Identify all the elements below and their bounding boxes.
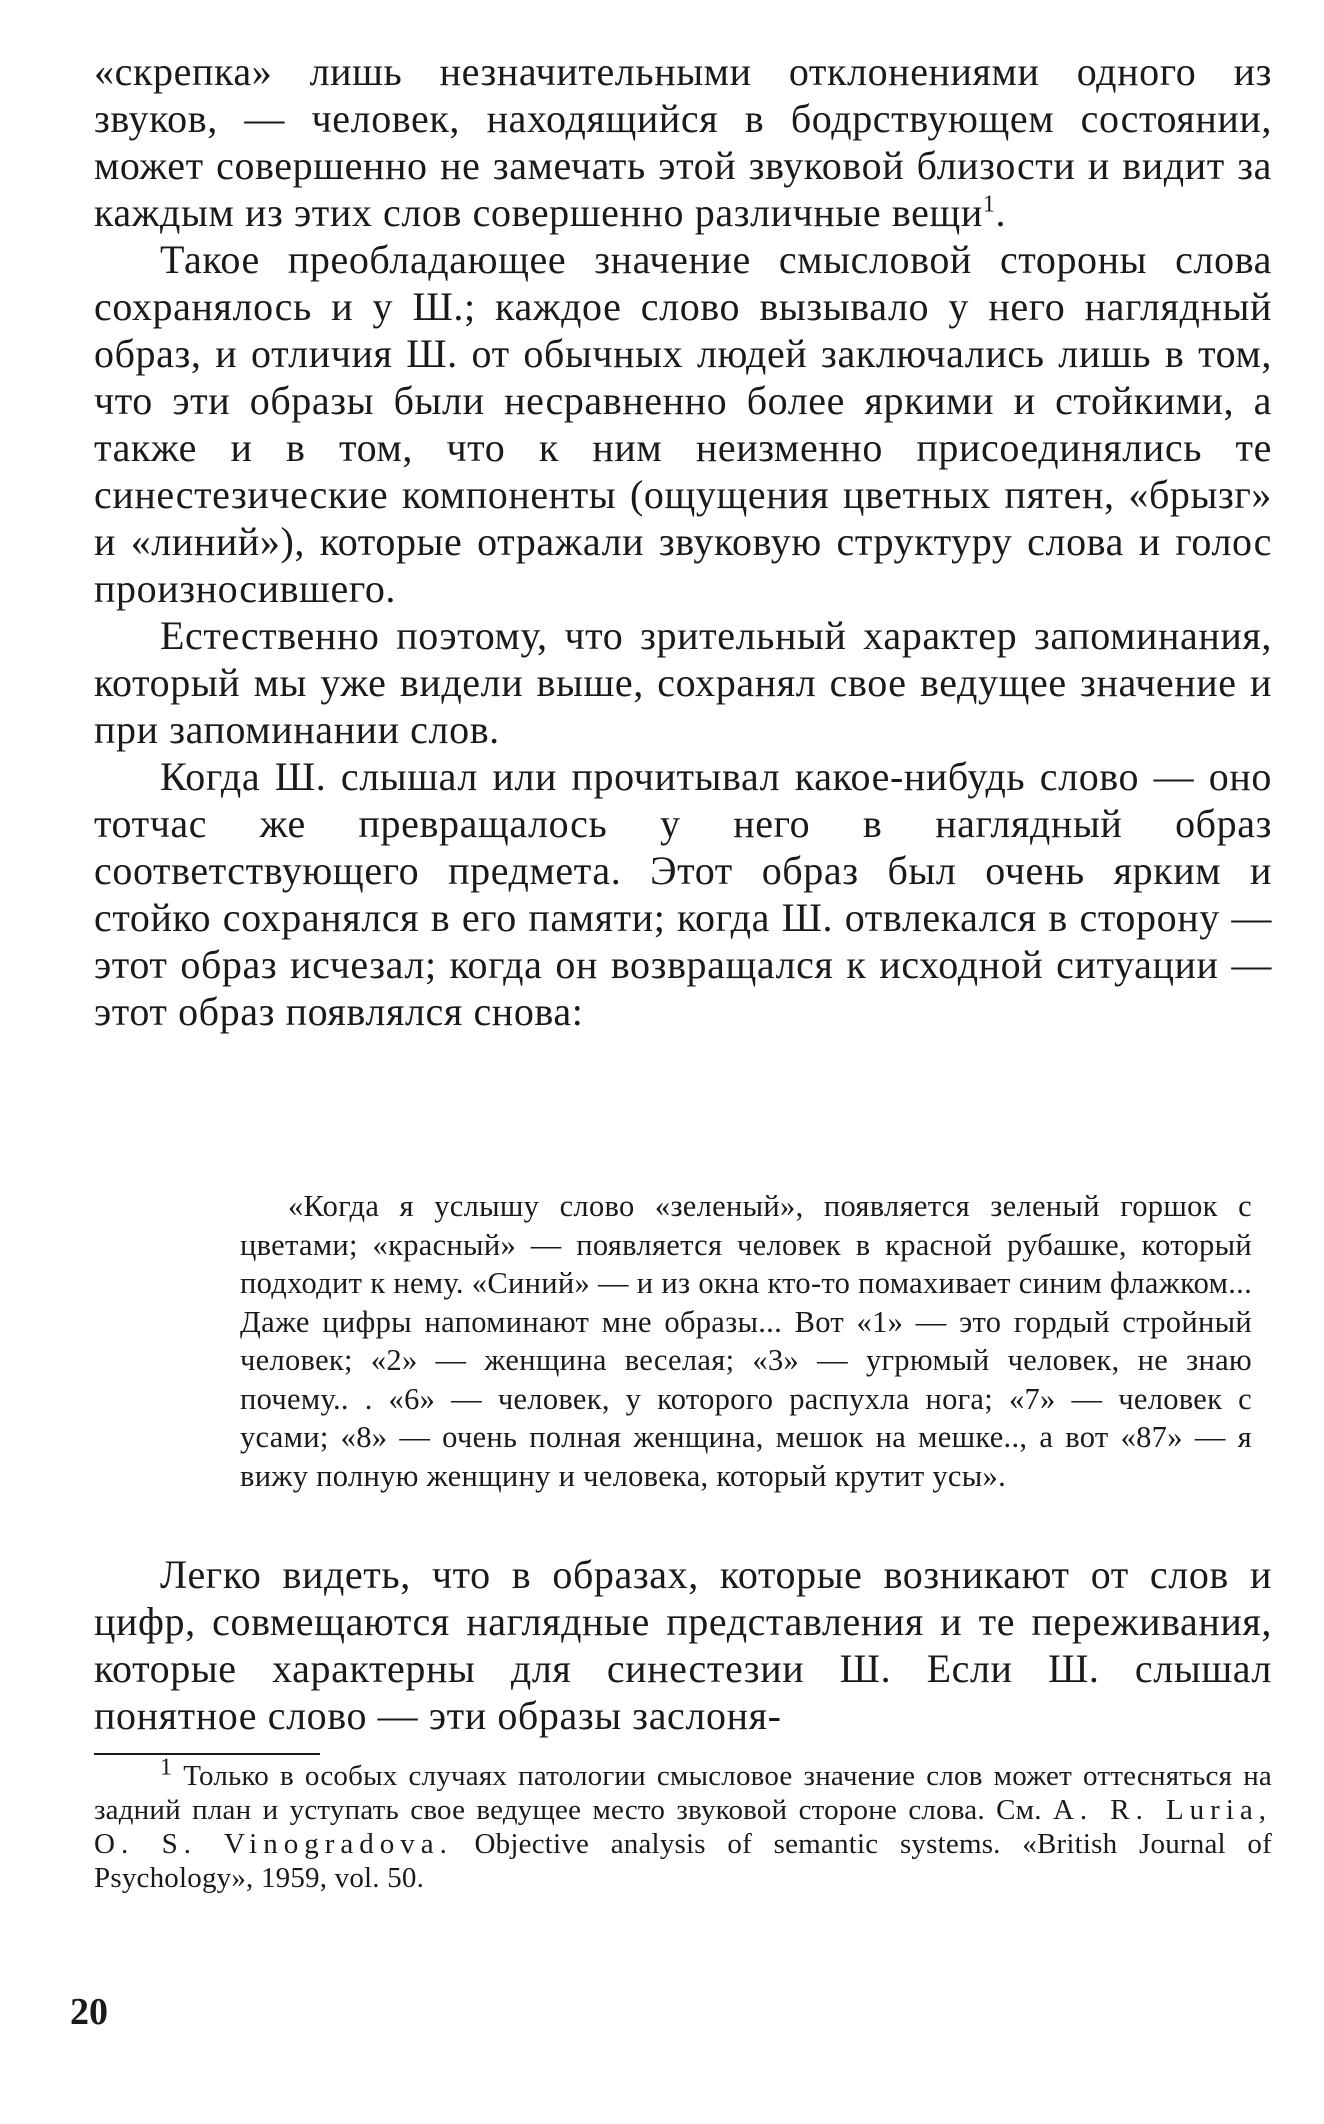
footnote-divider xyxy=(94,1753,320,1755)
paragraph-2: Такое преобладающее значение смысловой стороны слова сохранялось и у Ш.; каждое слово вызывало у него наглядный образ, и отличия Ш. от обычных людей заключались лишь в том, что эти образы были несравненно более яркими и стойкими, а также и в том, что к ним неизменно присоединялись те синестезические компоненты (ощущения цветных пятен, «брызг» и «линий»), которые отражали звуковую структуру слова и голос произносившего. xyxy=(94,237,1272,611)
footnote-citation: Objective analysis of semantic systems. «British Journal of Psychology», 1959, vol. 50. xyxy=(94,1828,1272,1894)
main-text-continued xyxy=(94,1551,1272,1739)
footnote-reference[interactable]: 1 xyxy=(982,191,996,218)
paragraph-1 xyxy=(94,48,1272,236)
page-content xyxy=(94,48,1272,1895)
footnote-text: Только в особых случаях патологии смысловое значение слов может оттесняться на задний план и уступать свое ведущее место звуковой стороне слова. См. xyxy=(94,1760,1272,1826)
paragraph-3: Естественно поэтому, что зрительный характер запоминания, который мы уже видели выше, сохранял свое ведущее значение и при запоминании слов. xyxy=(94,613,1272,752)
paragraph-4: Когда Ш. слышал или прочитывал какое-нибудь слово — оно тотчас же превращалось у него в наглядный образ соответствующего предмета. Этот образ был очень ярким и стойко сохранялся в его памяти; когда Ш. отвлекался в сторону — этот образ исчезал; когда он возвращался к исходной ситуации — этот образ появлялся снова: xyxy=(94,754,1272,1034)
main-text xyxy=(94,48,1272,1035)
page-number: 20 xyxy=(70,1991,108,2033)
footnote-authors: A. R. Luria, O. S. Vinogradova. xyxy=(94,1794,1273,1860)
paragraph-5: Легко видеть, что в образах, которые возникают от слов и цифр, совмещаются наглядные представления и те переживания, которые характерны для синестезии Ш. Если Ш. слышал понятное слово — эти образы заслоня- xyxy=(94,1552,1272,1738)
paragraph-1-text: «скрепка» лишь незначительными отклонениями одного из звуков, — человек, находящийся в бодрствующем состоянии, может совершенно не замечать этой звуковой близости и видит за каждым из этих слов совершенно различные вещи xyxy=(94,49,1272,235)
block-quote: «Когда я услышу слово «зеленый», появляется зеленый горшок с цветами; «красный» — появляется человек в красной рубашке, который подходит к нему. «Синий» — и из окна кто-то помахивает синим флажком... Даже цифры напоминают мне образы... Вот «1» — это гордый стройный человек; «2» — женщина веселая; «3» — угрюмый человек, не знаю почему.. . «6» — человек, у которого распухла нога; «7» — человек с усами; «8» — очень полная женщина, мешок на мешке.., а вот «87» — я вижу полную женщину и человека, который крутит усы». xyxy=(240,1189,1252,1493)
footnote xyxy=(94,1754,1273,1895)
paragraph-1-end: . xyxy=(995,190,1007,235)
footnote-mark: 1 xyxy=(160,1754,173,1781)
